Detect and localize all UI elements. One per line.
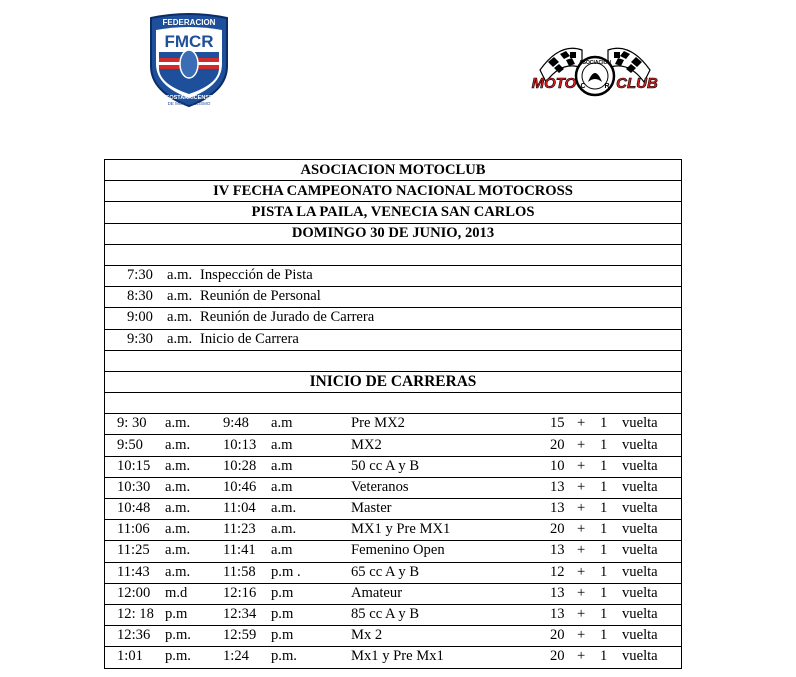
race-plus-sign: + xyxy=(577,584,586,601)
header-row xyxy=(105,160,682,181)
race-end-time: 12:16 xyxy=(223,584,257,601)
race-end-time: 10:28 xyxy=(223,457,257,474)
race-laps: 13 xyxy=(550,606,565,623)
race-extra-lap: 1 xyxy=(600,436,608,453)
race-category: Amateur xyxy=(351,584,403,601)
race-end-ampm: a.m. xyxy=(271,500,297,517)
race-start-ampm: a.m. xyxy=(165,436,191,453)
race-start-time: 9: 30 xyxy=(117,415,147,432)
race-start-ampm: m.d xyxy=(165,584,188,601)
race-end-time: 10:13 xyxy=(223,436,257,453)
race-extra-lap: 1 xyxy=(600,457,608,474)
race-end-ampm: a.m xyxy=(271,478,293,495)
race-row xyxy=(105,626,682,647)
agenda-row xyxy=(105,265,682,286)
race-start-time: 12:00 xyxy=(117,584,151,601)
race-start-ampm: p.m. xyxy=(165,648,191,665)
race-category: MX1 y Pre MX1 xyxy=(351,521,451,538)
agenda-ampm: a.m. xyxy=(167,267,193,284)
race-plus-sign: + xyxy=(577,500,586,517)
header-organizer: ASOCIACION MOTOCLUB xyxy=(105,160,682,181)
race-end-ampm: a.m xyxy=(271,542,293,559)
race-extra-lap: 1 xyxy=(600,415,608,432)
race-start-time: 1:01 xyxy=(117,648,143,665)
agenda-desc: Inspección de Pista xyxy=(200,267,313,284)
agenda-row xyxy=(105,287,682,308)
race-end-time: 11:58 xyxy=(223,563,256,580)
race-start-time: 9:50 xyxy=(117,436,143,453)
race-row xyxy=(105,435,682,456)
agenda-time: 9:30 xyxy=(127,330,153,347)
race-start-ampm: a.m. xyxy=(165,500,191,517)
races-title: INICIO DE CARRERAS xyxy=(105,371,682,392)
race-lap-unit: vuelta xyxy=(622,542,658,559)
race-lap-unit: vuelta xyxy=(622,521,658,538)
race-start-time: 10:30 xyxy=(117,478,151,495)
race-category: MX2 xyxy=(351,436,382,453)
race-plus-sign: + xyxy=(577,542,586,559)
race-row xyxy=(105,520,682,541)
race-extra-lap: 1 xyxy=(600,500,608,517)
race-end-time: 10:46 xyxy=(223,478,257,495)
race-laps: 13 xyxy=(550,542,565,559)
race-start-ampm: a.m. xyxy=(165,563,191,580)
race-end-time: 9:48 xyxy=(223,415,249,432)
race-category: Mx1 y Pre Mx1 xyxy=(351,648,444,665)
race-laps: 20 xyxy=(550,436,565,453)
race-plus-sign: + xyxy=(577,563,586,580)
fmcr-logo xyxy=(145,12,233,108)
race-laps: 13 xyxy=(550,478,565,495)
race-start-time: 11:06 xyxy=(117,521,150,538)
race-laps: 15 xyxy=(550,415,565,432)
race-start-ampm: a.m. xyxy=(165,521,191,538)
agenda-time: 7:30 xyxy=(127,267,153,284)
race-end-ampm: p.m . xyxy=(271,563,301,580)
race-end-time: 11:41 xyxy=(223,542,256,559)
race-laps: 13 xyxy=(550,500,565,517)
race-laps: 10 xyxy=(550,457,565,474)
spacer-row xyxy=(105,350,682,371)
race-lap-unit: vuelta xyxy=(622,457,658,474)
race-lap-unit: vuelta xyxy=(622,563,658,580)
race-row xyxy=(105,456,682,477)
race-laps: 20 xyxy=(550,627,565,644)
race-extra-lap: 1 xyxy=(600,521,608,538)
race-laps: 20 xyxy=(550,648,565,665)
race-plus-sign: + xyxy=(577,457,586,474)
agenda-ampm: a.m. xyxy=(167,288,193,305)
race-end-ampm: p.m. xyxy=(271,648,297,665)
agenda-ampm: a.m. xyxy=(167,330,193,347)
motoclub-text-left: MOTO xyxy=(531,75,577,92)
motoclub-letter-r: R xyxy=(604,83,610,90)
race-start-time: 11:25 xyxy=(117,542,150,559)
schedule-table xyxy=(104,159,682,669)
race-lap-unit: vuelta xyxy=(622,500,658,517)
race-start-time: 10:48 xyxy=(117,500,151,517)
race-row xyxy=(105,477,682,498)
motoclub-top-text: ASOCIACION xyxy=(579,60,611,66)
race-category: 65 cc A y B xyxy=(351,563,420,580)
race-extra-lap: 1 xyxy=(600,542,608,559)
fmcr-main-text: FMCR xyxy=(164,32,214,51)
race-category: Pre MX2 xyxy=(351,415,405,432)
race-plus-sign: + xyxy=(577,627,586,644)
race-extra-lap: 1 xyxy=(600,648,608,665)
race-row xyxy=(105,583,682,604)
header-row xyxy=(105,223,682,244)
race-end-time: 12:59 xyxy=(223,627,257,644)
race-start-ampm: a.m. xyxy=(165,457,191,474)
race-plus-sign: + xyxy=(577,648,586,665)
race-lap-unit: vuelta xyxy=(622,627,658,644)
race-start-time: 10:15 xyxy=(117,457,151,474)
race-start-ampm: a.m. xyxy=(165,478,191,495)
race-laps: 20 xyxy=(550,521,565,538)
fmcr-bottom-text-1: COSTARRICENSE xyxy=(165,95,213,101)
race-row xyxy=(105,647,682,668)
race-category: Master xyxy=(351,500,392,517)
agenda-row xyxy=(105,308,682,329)
agenda-time: 8:30 xyxy=(127,288,153,305)
race-end-time: 1:24 xyxy=(223,648,249,665)
race-category: Mx 2 xyxy=(351,627,383,644)
agenda-desc: Inicio de Carrera xyxy=(200,330,299,347)
race-start-time: 12: 18 xyxy=(117,606,154,623)
race-start-time: 12:36 xyxy=(117,627,151,644)
spacer-row xyxy=(105,393,682,414)
race-end-ampm: a.m. xyxy=(271,521,297,538)
header-date: DOMINGO 30 DE JUNIO, 2013 xyxy=(105,223,682,244)
race-row xyxy=(105,541,682,562)
race-category: 50 cc A y B xyxy=(351,457,420,474)
race-start-ampm: a.m. xyxy=(165,542,191,559)
race-lap-unit: vuelta xyxy=(622,478,658,495)
race-row xyxy=(105,604,682,625)
race-lap-unit: vuelta xyxy=(622,606,658,623)
race-lap-unit: vuelta xyxy=(622,436,658,453)
header-venue: PISTA LA PAILA, VENECIA SAN CARLOS xyxy=(105,202,682,223)
motoclub-letter-c: C xyxy=(580,83,586,90)
race-extra-lap: 1 xyxy=(600,478,608,495)
race-start-ampm: p.m. xyxy=(165,627,191,644)
race-plus-sign: + xyxy=(577,478,586,495)
race-extra-lap: 1 xyxy=(600,627,608,644)
race-row xyxy=(105,562,682,583)
race-plus-sign: + xyxy=(577,606,586,623)
section-title-row xyxy=(105,371,682,392)
motoclub-text-right: CLUB xyxy=(616,75,658,92)
race-end-ampm: p.m xyxy=(271,606,294,623)
race-laps: 12 xyxy=(550,563,565,580)
race-category: Veteranos xyxy=(351,478,409,495)
header-row xyxy=(105,202,682,223)
race-category: Femenino Open xyxy=(351,542,445,559)
race-end-ampm: p.m xyxy=(271,584,294,601)
race-plus-sign: + xyxy=(577,436,586,453)
header-row xyxy=(105,181,682,202)
header-event: IV FECHA CAMPEONATO NACIONAL MOTOCROSS xyxy=(105,181,682,202)
race-start-time: 11:43 xyxy=(117,563,150,580)
race-plus-sign: + xyxy=(577,415,586,432)
race-row xyxy=(105,499,682,520)
race-lap-unit: vuelta xyxy=(622,648,658,665)
race-plus-sign: + xyxy=(577,521,586,538)
spacer-row xyxy=(105,244,682,265)
race-extra-lap: 1 xyxy=(600,563,608,580)
race-start-ampm: p.m xyxy=(165,606,188,623)
agenda-row xyxy=(105,329,682,350)
race-category: 85 cc A y B xyxy=(351,606,420,623)
race-extra-lap: 1 xyxy=(600,606,608,623)
motoclub-logo xyxy=(520,36,670,108)
race-lap-unit: vuelta xyxy=(622,584,658,601)
race-end-ampm: a.m xyxy=(271,415,293,432)
race-end-time: 11:23 xyxy=(223,521,256,538)
race-extra-lap: 1 xyxy=(600,584,608,601)
race-start-ampm: a.m. xyxy=(165,415,191,432)
race-end-ampm: a.m xyxy=(271,457,293,474)
race-laps: 13 xyxy=(550,584,565,601)
race-lap-unit: vuelta xyxy=(622,415,658,432)
race-end-ampm: p.m xyxy=(271,627,294,644)
fmcr-top-text: FEDERACION xyxy=(162,18,216,27)
race-end-time: 12:34 xyxy=(223,606,257,623)
agenda-desc: Reunión de Jurado de Carrera xyxy=(200,309,375,326)
race-row xyxy=(105,414,682,435)
fmcr-bottom-text-2: DE MOTOCICLISMO xyxy=(167,101,211,106)
agenda-desc: Reunión de Personal xyxy=(200,288,321,305)
agenda-ampm: a.m. xyxy=(167,309,193,326)
race-end-time: 11:04 xyxy=(223,500,256,517)
agenda-time: 9:00 xyxy=(127,309,153,326)
race-end-ampm: a.m xyxy=(271,436,293,453)
